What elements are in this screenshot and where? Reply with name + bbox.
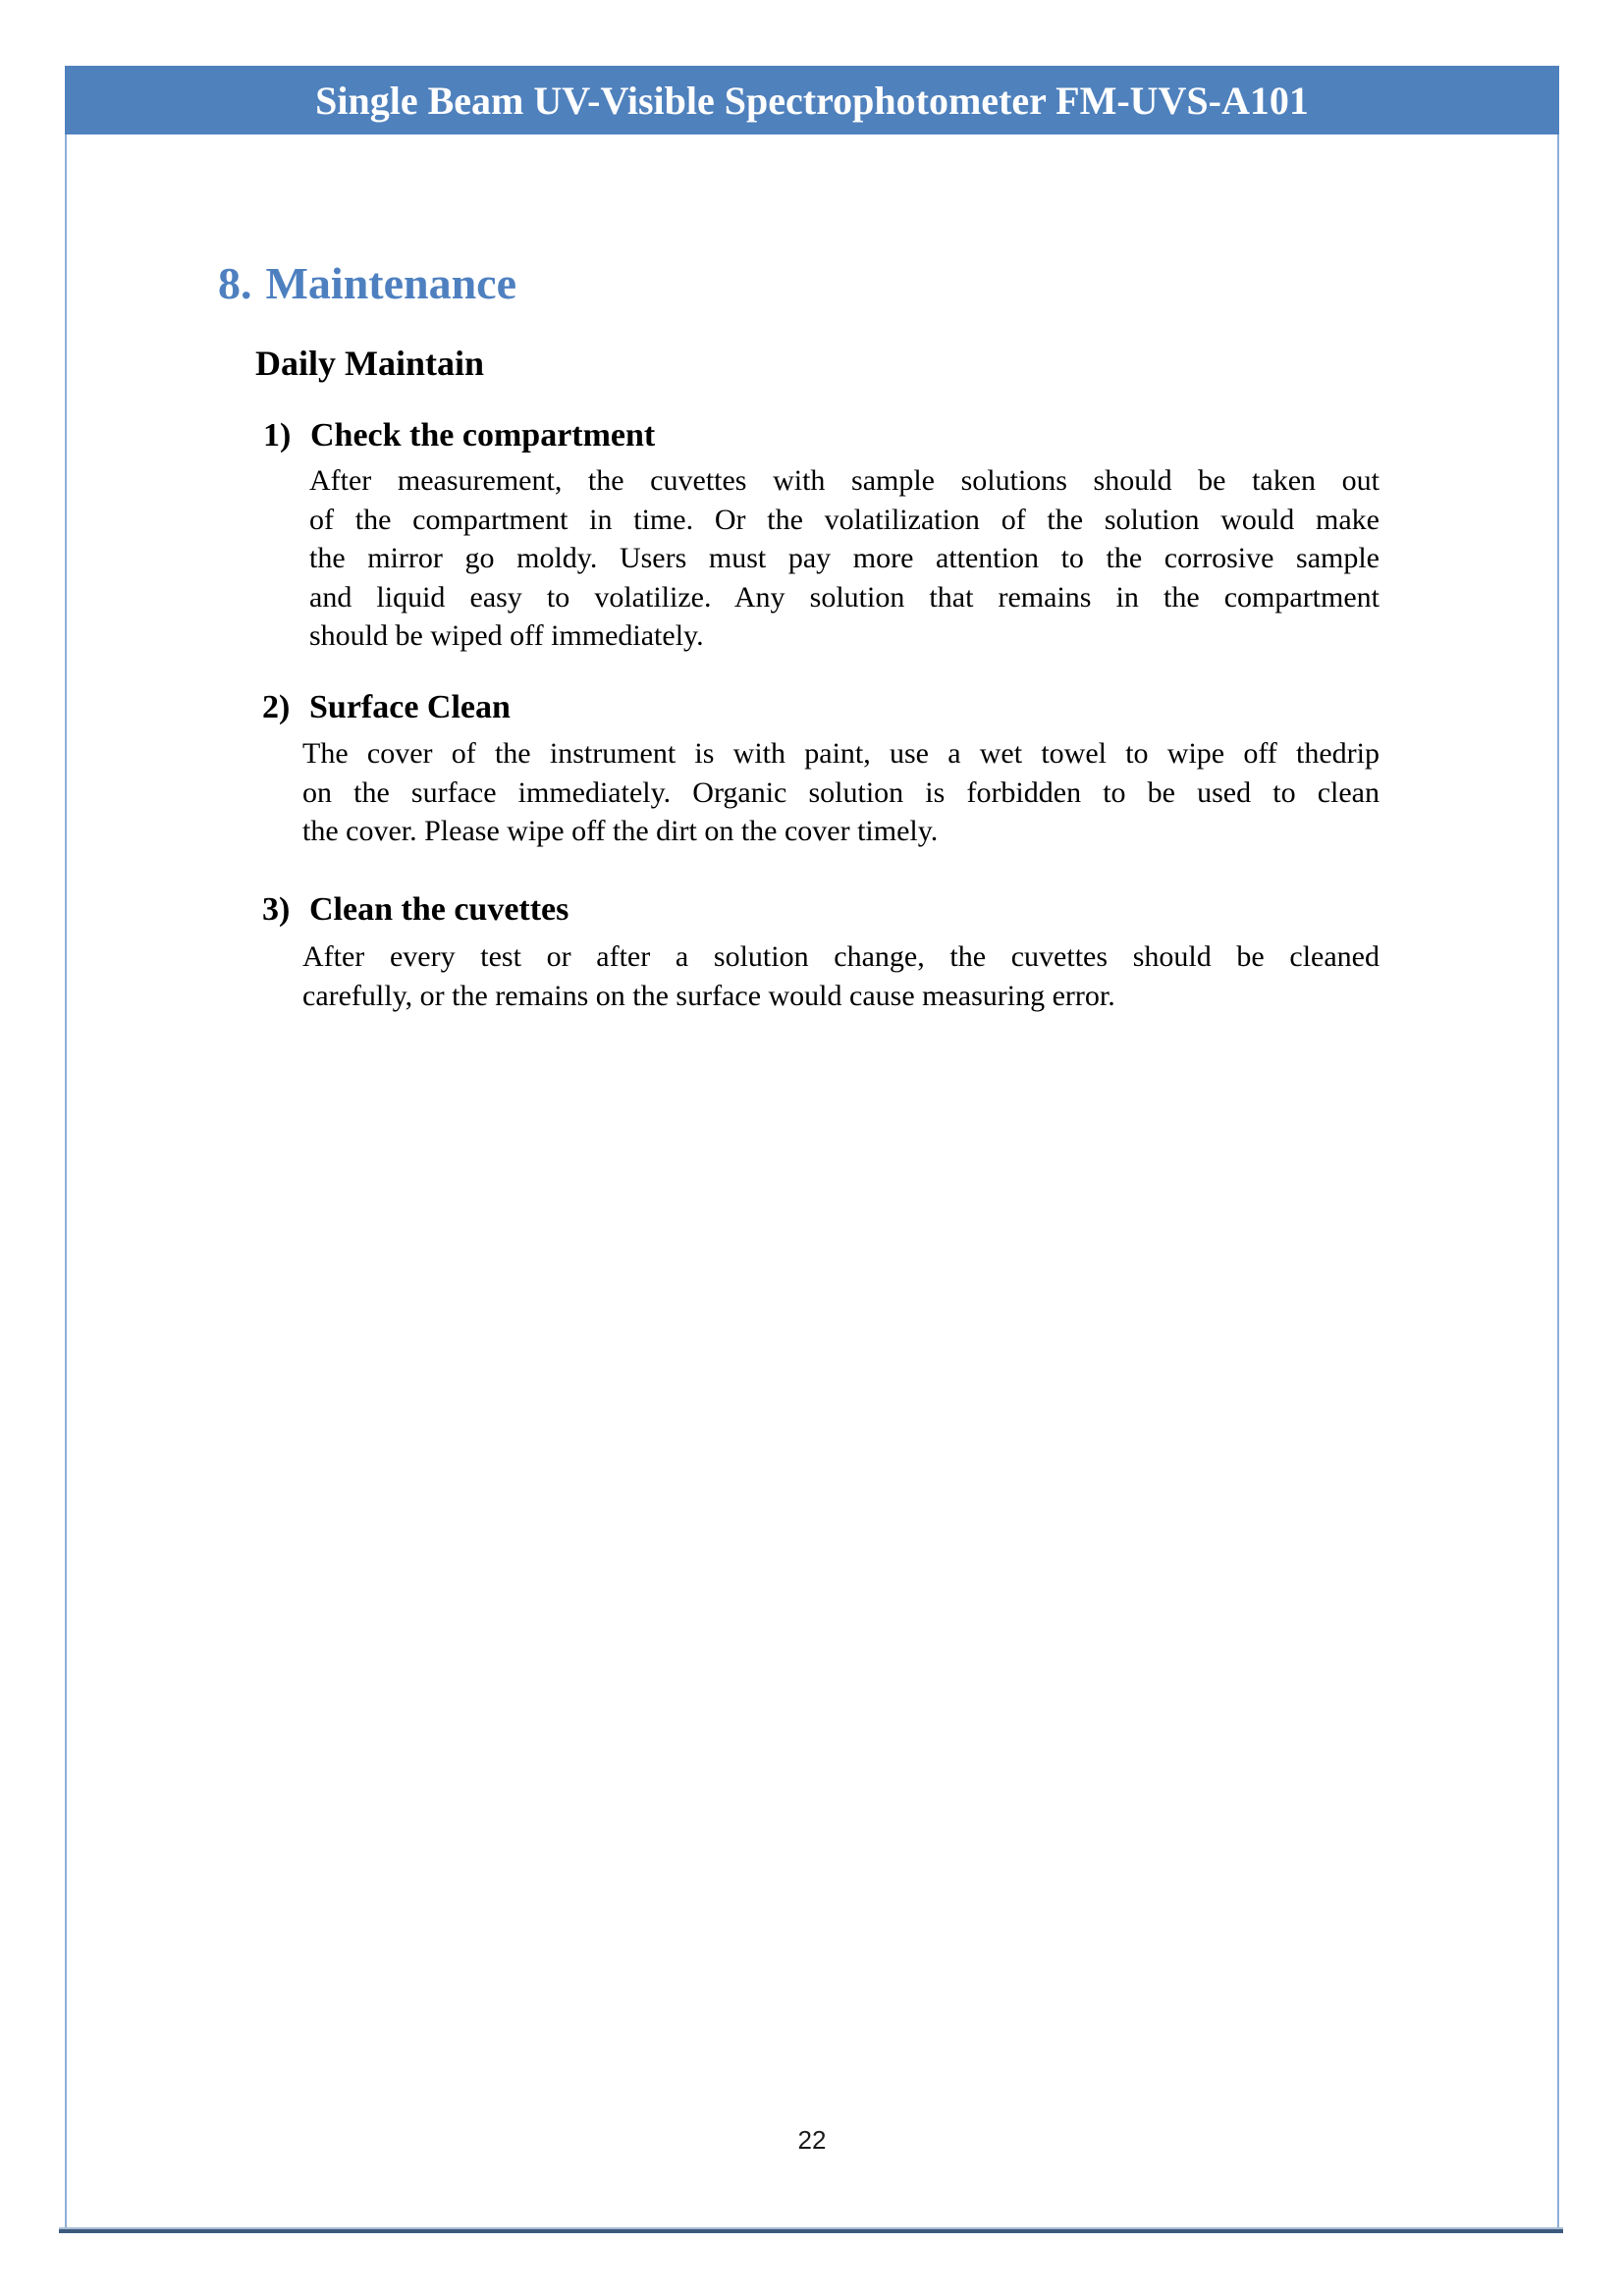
maintenance-item-1-heading xyxy=(263,419,655,453)
section-heading xyxy=(218,258,517,308)
page-bottom-border xyxy=(59,2227,1563,2233)
paragraph-line: should be wiped off immediately. xyxy=(309,619,704,652)
item-title: Check the compartment xyxy=(310,417,656,454)
section-title: Maintenance xyxy=(265,258,517,308)
page-number: 22 xyxy=(797,2125,827,2155)
maintenance-item-1-paragraph xyxy=(309,461,1380,656)
maintenance-item-2-paragraph xyxy=(302,734,1380,851)
item-number: 3) xyxy=(262,891,291,928)
paragraph-line: The cover of the instrument is with paint, use a wet towel to wipe off thedrip xyxy=(302,737,1380,770)
maintenance-item-3-heading xyxy=(262,893,568,927)
section-number: 8. xyxy=(218,258,252,308)
page-frame xyxy=(65,66,1559,2227)
paragraph-line: the mirror go moldy. Users must pay more attention to the corrosive sample xyxy=(309,542,1380,574)
maintenance-item-3-paragraph xyxy=(302,937,1380,1015)
paragraph-line: and liquid easy to volatilize. Any solution that remains in the compartment xyxy=(309,580,1380,614)
paragraph-line: After measurement, the cuvettes with sample solutions should be taken out xyxy=(309,464,1380,497)
header-bar xyxy=(65,66,1559,134)
item-number: 1) xyxy=(263,417,292,454)
item-title: Clean the cuvettes xyxy=(309,891,569,928)
subsection-heading: Daily Maintain xyxy=(255,344,485,383)
header-title: Single Beam UV-Visible Spectrophotometer FM-UVS-A101 xyxy=(315,78,1309,123)
paragraph-line: of the compartment in time. Or the volatilization of the solution would make xyxy=(309,503,1380,536)
item-title: Surface Clean xyxy=(309,689,511,725)
item-number: 2) xyxy=(262,689,291,725)
paragraph-line: carefully, or the remains on the surface would cause measuring error. xyxy=(302,979,1115,1012)
paragraph-line: After every test or after a solution change, the cuvettes should be cleaned xyxy=(302,940,1380,973)
paragraph-line: the cover. Please wipe off the dirt on the cover timely. xyxy=(302,815,939,847)
maintenance-item-2-heading xyxy=(262,691,511,724)
paragraph-line: on the surface immediately. Organic solution is forbidden to be used to clean xyxy=(302,775,1380,809)
